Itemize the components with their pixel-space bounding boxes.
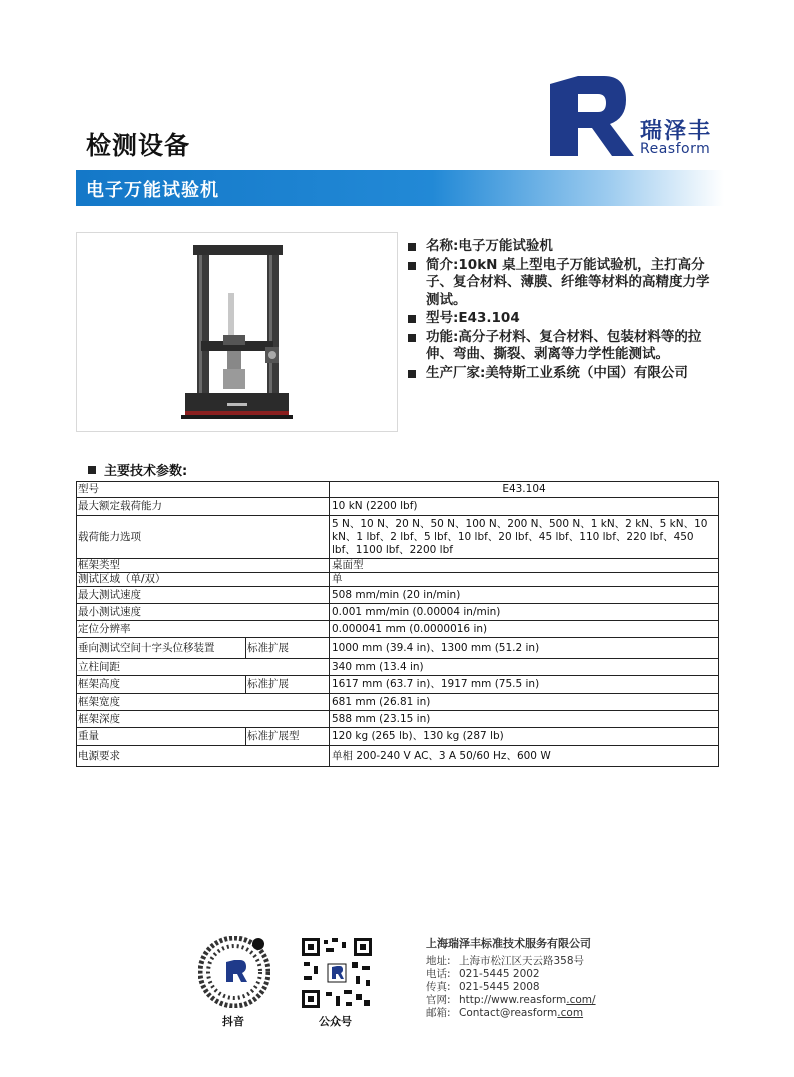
- info-item-name: 名称:电子万能试验机: [408, 238, 718, 256]
- spec-name: 电源要求: [77, 746, 330, 767]
- spec-sub: 标准扩展型: [246, 728, 330, 746]
- square-bullet-icon: [408, 370, 416, 378]
- email-line: 邮箱: Contact@reasform.com: [426, 1007, 584, 1019]
- spec-name: 载荷能力选项: [77, 516, 330, 559]
- spec-value: 1000 mm (39.4 in)、1300 mm (51.2 in): [330, 638, 719, 659]
- spec-name: 测试区域（单/双）: [77, 573, 330, 587]
- website-line: 官网: http://www.reasform.com/: [426, 994, 596, 1006]
- spec-value: 单: [330, 573, 719, 587]
- spec-value: 1617 mm (63.7 in)、1917 mm (75.5 in): [330, 676, 719, 694]
- company-name: 上海瑞泽丰标准技术服务有限公司: [426, 937, 591, 950]
- spec-name: 立柱间距: [77, 659, 330, 676]
- spec-value: 120 kg (265 lb)、130 kg (287 lb): [330, 728, 719, 746]
- product-image: [76, 232, 398, 432]
- spec-value: 588 mm (23.15 in): [330, 711, 719, 728]
- logo-english-name: Reasform: [640, 141, 711, 157]
- banner-title: 电子万能试验机: [86, 180, 219, 201]
- spec-value: 0.000041 mm (0.0000016 in): [330, 621, 719, 638]
- spec-heading: 主要技术参数:: [88, 460, 187, 479]
- logo-chinese-name: 瑞泽丰: [640, 119, 713, 144]
- table-row: [77, 638, 719, 659]
- square-bullet-icon: [408, 315, 416, 323]
- spec-name: 最大额定载荷能力: [77, 498, 330, 516]
- address-line: 地址: 上海市松江区天云路358号: [426, 955, 585, 967]
- douyin-qr-code[interactable]: [198, 936, 270, 1008]
- douyin-label: 抖音: [222, 1015, 244, 1028]
- testing-machine-illustration: [77, 233, 397, 431]
- spec-name: 框架宽度: [77, 694, 330, 711]
- table-row: [77, 728, 719, 746]
- spec-name: 框架高度: [77, 676, 246, 694]
- table-row: [77, 482, 719, 498]
- email-link[interactable]: Contact@reasform.com: [459, 1007, 584, 1019]
- spec-name: 定位分辨率: [77, 621, 330, 638]
- info-item-function: 功能:高分子材料、复合材料、包装材料等的拉伸、弯曲、撕裂、剥离等力学性能测试。: [408, 329, 718, 364]
- fax-line: 传真: 021-5445 2008: [426, 981, 540, 993]
- product-info-list: [408, 238, 718, 383]
- page-title: 检测设备: [86, 131, 191, 160]
- spec-name: 框架类型: [77, 559, 330, 573]
- spec-value: 340 mm (13.4 in): [330, 659, 719, 676]
- spec-name: 框架深度: [77, 711, 330, 728]
- square-bullet-icon: [408, 262, 416, 270]
- table-row: [77, 746, 719, 767]
- square-bullet-icon: [88, 466, 96, 474]
- table-row: [77, 711, 719, 728]
- spec-name: 重量: [77, 728, 246, 746]
- table-row: [77, 604, 719, 621]
- table-row: [77, 694, 719, 711]
- square-bullet-icon: [408, 243, 416, 251]
- spec-name: 垂向测试空间十字头位移装置: [77, 638, 246, 659]
- spec-name: 型号: [77, 482, 330, 498]
- phone-line: 电话: 021-5445 2002: [426, 968, 540, 980]
- spec-value: 0.001 mm/min (0.00004 in/min): [330, 604, 719, 621]
- website-link[interactable]: http://www.reasform.com/: [459, 994, 596, 1006]
- info-item-intro: 简介:10kN 桌上型电子万能试验机，主打高分子、复合材料、薄膜、纤维等材料的高精度力学测试。: [408, 257, 718, 310]
- spec-value: 5 N、10 N、20 N、50 N、100 N、200 N、500 N、1 kN、2 kN、5 kN、10 kN、1 lbf、2 lbf、5 lbf、10 lbf、20 lbf、45 lbf、110 lbf、220 lbf、450 lbf、1100 lbf、2200 lbf: [330, 516, 719, 559]
- spec-table: [76, 481, 719, 767]
- table-row: [77, 559, 719, 573]
- spec-name: 最小测试速度: [77, 604, 330, 621]
- spec-value: 508 mm/min (20 in/min): [330, 587, 719, 604]
- spec-sub: 标准扩展: [246, 676, 330, 694]
- table-row: [77, 573, 719, 587]
- spec-name: 最大测试速度: [77, 587, 330, 604]
- table-row: [77, 587, 719, 604]
- spec-value: 10 kN (2200 lbf): [330, 498, 719, 516]
- table-row: [77, 676, 719, 694]
- wechat-label: 公众号: [319, 1015, 352, 1028]
- info-item-manufacturer: 生产厂家:美特斯工业系统（中国）有限公司: [408, 365, 718, 383]
- info-item-model: 型号:E43.104: [408, 310, 718, 328]
- spec-value: 单相 200-240 V AC、3 A 50/60 Hz、600 W: [330, 746, 719, 767]
- table-row: [77, 498, 719, 516]
- spec-value: 桌面型: [330, 559, 719, 573]
- spec-sub: 标准扩展: [246, 638, 330, 659]
- square-bullet-icon: [408, 334, 416, 342]
- table-row: [77, 659, 719, 676]
- table-row: [77, 621, 719, 638]
- spec-value: 681 mm (26.81 in): [330, 694, 719, 711]
- table-row: [77, 516, 719, 559]
- wechat-qr-code[interactable]: [300, 936, 374, 1010]
- spec-value: E43.104: [330, 482, 719, 498]
